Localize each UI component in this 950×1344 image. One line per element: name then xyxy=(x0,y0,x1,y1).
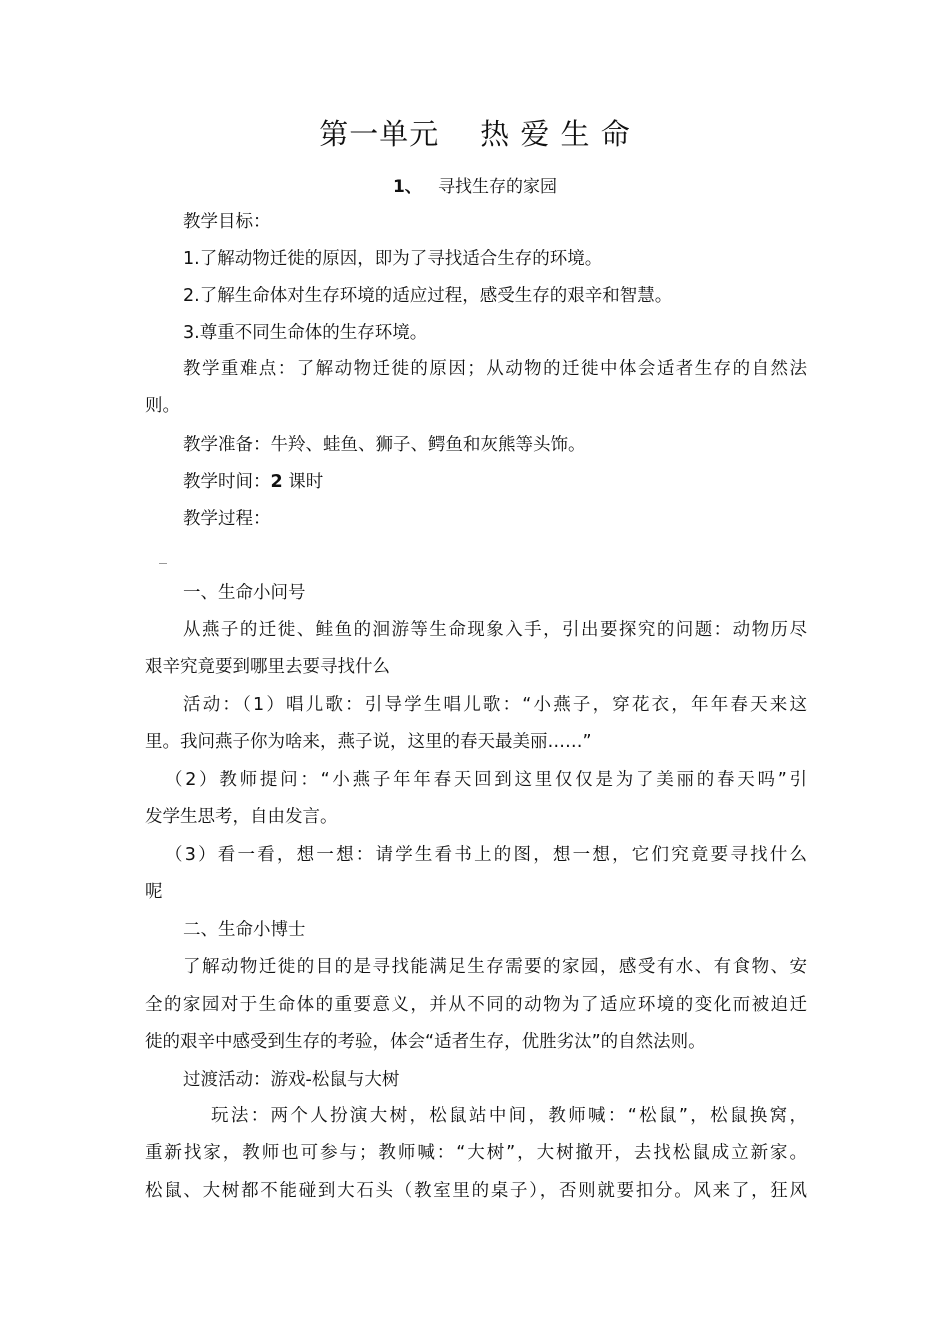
process-label: 教学过程： xyxy=(183,509,271,529)
teaching-prep: 教学准备：牛羚、蛙鱼、狮子、鳄鱼和灰熊等头饰。 xyxy=(183,435,586,455)
activity-2-line-1: （2）教师提问：“小燕子年年春天回到这里仅仅是为了美丽的春天吗”引 xyxy=(165,770,807,790)
section-2-heading: 二、生命小博士 xyxy=(183,920,306,940)
goal-1: 1.了解动物迁徙的原因，即为了寻找适合生存的环境。 xyxy=(183,249,603,269)
teaching-time-value: 2 xyxy=(270,472,283,492)
section-2-body-line-1: 了解动物迁徙的目的是寻找能满足生存需要的家园，感受有水、有食物、安 xyxy=(183,957,807,977)
activity-3-line-2: 呢 xyxy=(145,882,163,902)
section-2-body-line-2: 全的家园对于生命体的重要意义，并从不同的动物为了适应环境的变化而被迫迁 xyxy=(145,995,807,1015)
goal-2: 2.了解生命体对生存环境的适应过程，感受生存的艰辛和智慧。 xyxy=(183,286,673,306)
section-1-intro-line-2: 艰辛究竟要到哪里去要寻找什么 xyxy=(145,657,390,677)
lesson-number: 1、 xyxy=(392,177,422,197)
section-1-heading: 一、生命小问号 xyxy=(183,583,306,603)
activity-3-line-1: （3）看一看，想一想：请学生看书上的图，想一想，它们究竟要寻找什么 xyxy=(165,845,807,865)
lesson-title xyxy=(0,172,950,197)
activity-1-line-1: 活动：（1）唱儿歌：引导学生唱儿歌：“小燕子，穿花衣，年年春天来这 xyxy=(183,695,807,715)
game-rules-line-3: 松鼠、大树都不能碰到大石头（教室里的桌子），否则就要扣分。风来了，狂风 xyxy=(145,1181,807,1201)
goal-3: 3.尊重不同生命体的生存环境。 xyxy=(183,323,428,343)
lesson-name: 寻找生存的家园 xyxy=(438,177,558,197)
margin-mark xyxy=(159,563,167,564)
transition-activity: 过渡活动：游戏-松鼠与大树 xyxy=(183,1070,400,1090)
key-points-line-2: 则。 xyxy=(145,396,180,416)
key-points-line-1: 教学重难点：了解动物迁徙的原因；从动物的迁徙中体会适者生存的自然法 xyxy=(183,359,807,379)
activity-1-line-2: 里。我问燕子你为啥来，燕子说，这里的春天最美丽……” xyxy=(145,732,592,752)
teaching-time-unit: 课时 xyxy=(288,472,324,492)
section-1-intro-line-1: 从燕子的迁徙、鲑鱼的洄游等生命现象入手，引出要探究的问题：动物历尽 xyxy=(183,620,807,640)
teaching-time xyxy=(183,470,323,494)
teaching-time-label: 教学时间： xyxy=(183,472,271,492)
goals-label: 教学目标： xyxy=(183,212,271,232)
game-rules-line-1: 玩法：两个人扮演大树，松鼠站中间，教师喊：“松鼠”，松鼠换窝， xyxy=(211,1106,807,1126)
game-rules-line-2: 重新找家，教师也可参与；教师喊：“大树”，大树撤开，去找松鼠成立新家。 xyxy=(145,1143,807,1163)
unit-title: 第一单元 热 爱 生 命 xyxy=(319,117,631,151)
activity-2-line-2: 发学生思考，自由发言。 xyxy=(145,807,338,827)
section-2-body-line-3: 徙的艰辛中感受到生存的考验，体会“适者生存，优胜劣汰”的自然法则。 xyxy=(145,1032,706,1052)
